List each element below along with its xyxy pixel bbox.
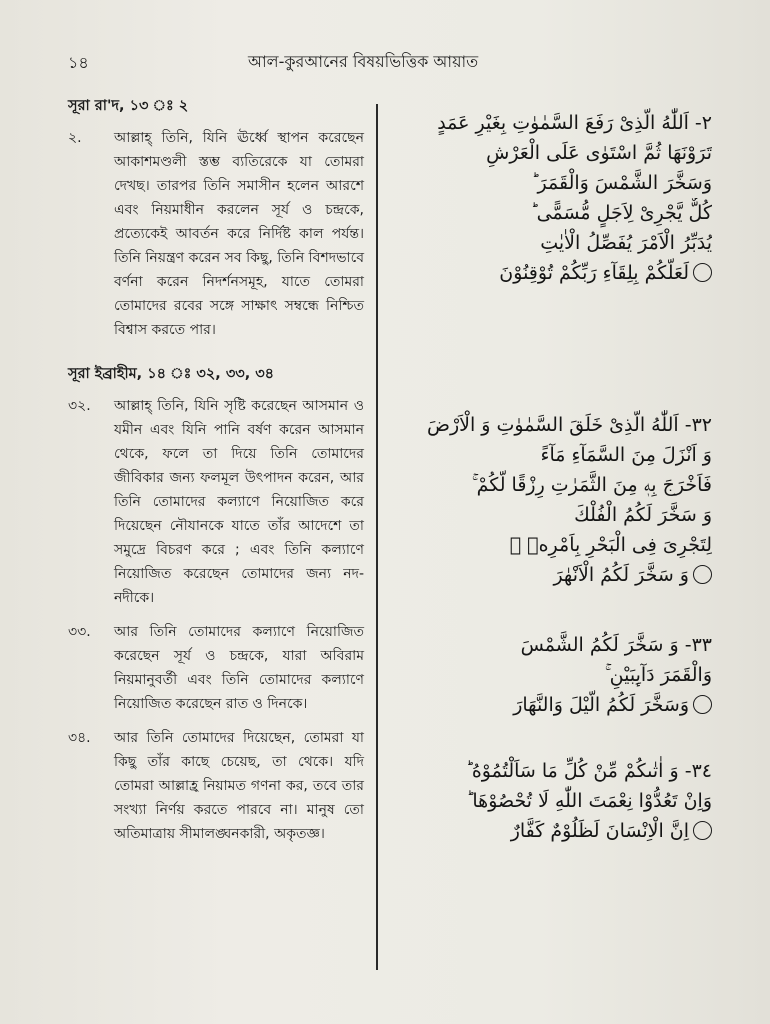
arabic-line: ٣٣- وَ سَخَّرَ لَكُمُ الشَّمْسَ [520, 634, 712, 656]
arabic-line: تَرَوْنَهَا ثُمَّ اسْتَوٰی عَلَی الْعَرْشِ [486, 142, 712, 164]
surah-heading-rad: সূরা রা'দ, ১৩ ঃ ২ [68, 98, 189, 114]
ayah-end-icon [693, 565, 712, 584]
arabic-line: وَالْقَمَرَ دَآىِٕبَیْنِ ۚ [604, 664, 712, 686]
verse-number: ৩২. [68, 398, 91, 414]
arabic-line: لِتَجْرِیَ فِی الْبَحْرِ بِاَمْرِهٖ ۚ [509, 534, 712, 556]
verse-14-33 [68, 620, 364, 716]
arabic-block-14-33 [382, 630, 712, 720]
arabic-line: كُلٌّ یَّجْرِیْ لِاَجَلٍ مُّسَمًّی ؕ [530, 202, 712, 224]
arabic-column [382, 108, 712, 846]
verse-13-2 [68, 126, 364, 342]
translation-column [68, 94, 364, 856]
ayah-end-icon [693, 821, 712, 840]
arabic-block-14-34 [382, 756, 712, 846]
verse-14-34 [68, 726, 364, 846]
arabic-line: وَ سَخَّرَ لَكُمُ الْفُلْكَ [574, 504, 712, 526]
arabic-line: وَ اَنْزَلَ مِنَ السَّمَآءِ مَآءً [540, 444, 712, 466]
ayah-end-icon [693, 695, 712, 714]
arabic-line: ٢- اَللّٰهُ الَّذِیْ رَفَعَ السَّمٰوٰتِ بِغَیْرِ عَمَدٍ [437, 112, 712, 134]
verse-14-32 [68, 394, 364, 610]
arabic-line: وَ سَخَّرَ لَكُمُ الْاَنْهٰرَ [382, 560, 712, 590]
arabic-block-14-32 [382, 410, 712, 590]
surah-heading-ibrahim: সূরা ইব্রাহীম, ১৪ ঃ ৩২, ৩৩, ৩৪ [68, 366, 275, 382]
arabic-block-13-2 [382, 108, 712, 288]
column-divider [376, 104, 378, 970]
verse-number: ২. [68, 130, 82, 146]
verse-text: আল্লাহ্ তিনি, যিনি সৃষ্টি করেছেন আসমান ও যমীন এবং যিনি পানি বর্ষণ করেন আসমান থেকে, ফলে তা দিয়ে তিনি তোমাদের জীবিকার জন্য ফলমূল উৎপাদন করেন, আর তিনি তোমাদের কল্যাণে নিয়োজিত করে দিয়েছেন নৌযানকে যাতে তাঁর আদেশে তা সমুদ্রে বিচরণ করে ; এবং তিনি কল্যাণে নিয়োজিত করেছেন তোমাদের জন্য নদ-নদীকে। [114, 398, 364, 606]
verse-number: ৩৪. [68, 730, 91, 746]
arabic-line: وَسَخَّرَ الشَّمْسَ وَالْقَمَرَ ؕ [531, 172, 712, 194]
arabic-line: وَسَخَّرَ لَكُمُ الَّیْلَ وَالنَّهَارَ [382, 690, 712, 720]
running-title: আল-কুরআনের বিষয়ভিত্তিক আয়াত [248, 52, 479, 71]
verse-text: আর তিনি তোমাদের দিয়েছেন, তোমরা যা কিছু তাঁর কাছে চেয়েছ, তা থেকে। যদি তোমরা আল্লাহ্র নিয়ামত গণনা কর, তবে তার সংখ্যা নির্ণয় করতে পারবে না। মানুষ তো অতিমাত্রায় সীমালঙ্ঘনকারী, অকৃতজ্ঞ। [114, 730, 364, 842]
verse-number: ৩৩. [68, 624, 91, 640]
verse-text: আর তিনি তোমাদের কল্যাণে নিয়োজিত করেছেন সূর্য ও চন্দ্রকে, যারা অবিরাম নিয়মানুবর্তী এবং তিনি তোমাদের কল্যাণে নিয়োজিত করেছেন রাত ও দিনকে। [114, 624, 364, 712]
arabic-line: ٣٢- اَللّٰهُ الَّذِیْ خَلَقَ السَّمٰوٰتِ وَ الْاَرْضَ [427, 414, 712, 436]
verse-text: আল্লাহ্ তিনি, যিনি ঊর্ধ্বে স্থাপন করেছেন আকাশমণ্ডলী স্তম্ভ ব্যতিরেকে যা তোমরা দেখছ। তারপর তিনি সমাসীন হলেন আরশে এবং নিয়মাধীন করলেন সূর্য ও চন্দ্রকে, প্রত্যেকেই আবর্তন করে নির্দিষ্ট কাল পর্যন্ত। তিনি নিয়ন্ত্রণ করেন সব কিছু, তিনি বিশদভাবে বর্ণনা করেন নিদর্শনসমূহ, যাতে তোমরা তোমাদের রবের সঙ্গে সাক্ষাৎ সম্বন্ধে নিশ্চিত বিশ্বাস করতে পার। [114, 130, 364, 338]
arabic-line: اِنَّ الْاِنْسَانَ لَظَلُوْمٌ كَفَّارٌ [382, 816, 712, 846]
arabic-line: وَاِنْ تَعُدُّوْا نِعْمَتَ اللّٰهِ لَا تُحْصُوْهَا ؕ [466, 790, 712, 812]
arabic-line: یُدَبِّرُ الْاَمْرَ یُفَصِّلُ الْاٰیٰتِ [540, 232, 712, 254]
arabic-line: لَعَلَّكُمْ بِلِقَآءِ رَبِّكُمْ تُوْقِنُوْنَ [382, 258, 712, 288]
page-number: ১৪ [68, 53, 89, 72]
arabic-line: ٣٤- وَ اٰتٰىكُمْ مِّنْ كُلِّ مَا سَاَلْتُمُوْهُ ؕ [465, 760, 712, 782]
arabic-line: فَاَخْرَجَ بِهٖ مِنَ الثَّمَرٰتِ رِزْقًا لَّكُمْ ۚ [471, 474, 712, 496]
ayah-end-icon [693, 263, 712, 282]
